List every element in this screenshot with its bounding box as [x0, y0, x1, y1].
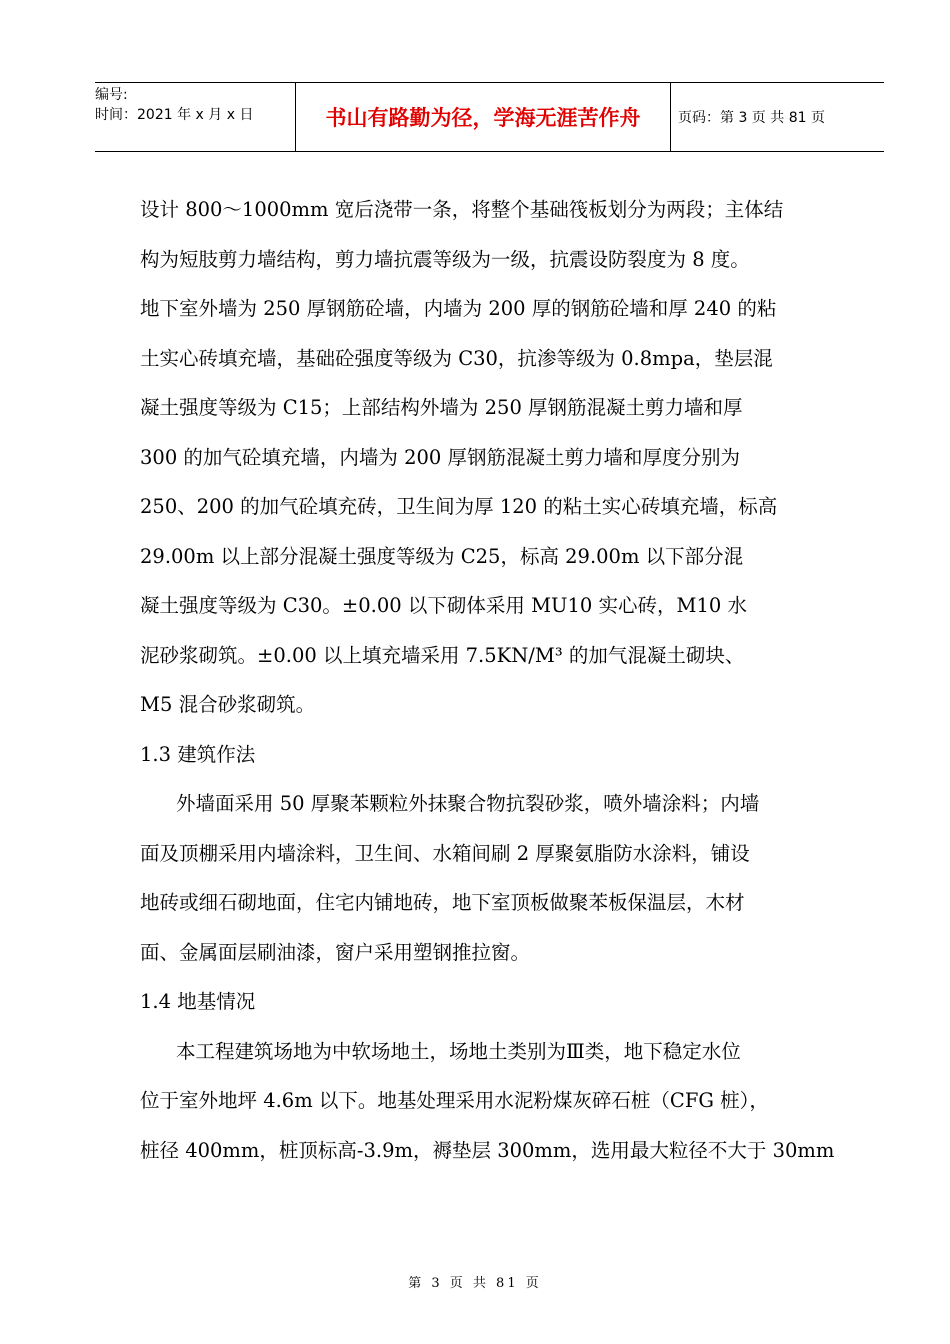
page-code-text: 页码：第 3 页 共 81 页 — [678, 110, 825, 126]
section-heading-1-3: 1.3 建筑作法 — [140, 742, 256, 766]
section-1-3-line: 地砖或细石砌地面，住宅内铺地砖，地下室顶板做聚苯板保温层，木材 — [140, 891, 745, 914]
body-line: 凝土强度等级为 C15；上部结构外墙为 250 厚钢筋混凝土剪力墙和厚 — [140, 396, 743, 419]
body-line: M5 混合砂浆砌筑。 — [140, 693, 316, 716]
body-line: 构为短肢剪力墙结构，剪力墙抗震等级为一级，抗震设防裂度为 8 度。 — [140, 247, 750, 271]
time-label: 时间：2021 年 x 月 x 日 — [95, 107, 254, 123]
section-1-3-line: 面及顶棚采用内墙涂料，卫生间、水箱间刷 2 厚聚氨脂防水涂料，铺设 — [140, 841, 750, 865]
header-motto-cell — [295, 83, 671, 151]
header-meta — [95, 83, 295, 151]
doc-number-label: 编号: — [95, 87, 128, 103]
body-line: 凝土强度等级为 C30。±0.00 以下砌体采用 MU10 实心砖，M10 水 — [140, 594, 747, 617]
body-line: 土实心砖填充墙，基础砼强度等级为 C30，抗渗等级为 0.8mpa，垫层混 — [140, 346, 773, 370]
section-heading-1-4: 1.4 地基情况 — [140, 990, 256, 1013]
section-1-4-line: 本工程建筑场地为中软场地土，场地土类别为Ⅲ类，地下稳定水位 — [176, 1039, 741, 1063]
motto-text: 书山有路勤为径，学海无涯苦作舟 — [325, 106, 641, 130]
body-line: 300 的加气砼填充墙，内墙为 200 厚钢筋混凝土剪力墙和厚度分别为 — [140, 445, 741, 469]
body-line: 泥砂浆砌筑。±0.00 以上填充墙采用 7.5KN/M³ 的加气混凝土砌块、 — [140, 643, 745, 667]
section-1-4-line: 桩径 400mm，桩顶标高-3.9m，褥垫层 300mm，选用最大粒径不大于 30mm — [140, 1138, 835, 1162]
section-1-3-line: 面、金属面层刷油漆，窗户采用塑钢推拉窗。 — [140, 940, 531, 964]
section-1-4-line: 位于室外地坪 4.6m 以下。地基处理采用水泥粉煤灰碎石桩（CFG 桩）， — [140, 1089, 769, 1112]
body-line: 29.00m 以上部分混凝土强度等级为 C25，标高 29.00m 以下部分混 — [140, 544, 744, 568]
section-1-3-line: 外墙面采用 50 厚聚苯颗粒外抹聚合物抗裂砂浆，喷外墙涂料；内墙 — [176, 792, 760, 815]
header-page-code — [678, 83, 884, 151]
document-body — [140, 185, 840, 1175]
page-header — [95, 82, 884, 152]
body-line: 地下室外墙为 250 厚钢筋砼墙，内墙为 200 厚的钢筋砼墙和厚 240 的粘 — [140, 297, 777, 320]
body-line: 设计 800～1000mm 宽后浇带一条，将整个基础筏板划分为两段；主体结 — [140, 198, 784, 221]
body-line: 250、200 的加气砼填充砖，卫生间为厚 120 的粘土实心砖填充墙，标高 — [140, 495, 778, 518]
page-footer: 第 3 页 共 81 页 — [408, 1276, 542, 1291]
